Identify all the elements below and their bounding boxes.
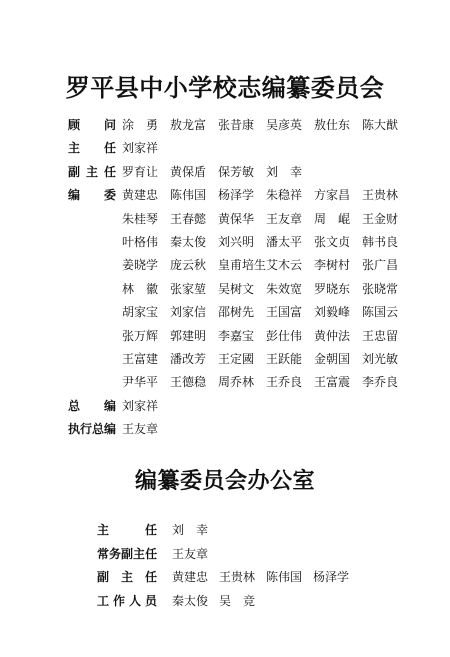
member-name: 姜晓学 (122, 258, 159, 273)
member-name: 王乔良 (266, 375, 303, 390)
committee-row (0, 373, 450, 393)
committee-role-label: 顾 问 (68, 118, 116, 132)
member-name: 张文贞 (314, 235, 351, 249)
member-name: 李嘉宝 (218, 328, 255, 343)
member-name: 张广昌 (362, 258, 399, 273)
office-role-label: 副 主 任 (97, 570, 157, 584)
member-name: 刘毅峰 (314, 305, 351, 320)
member-name: 张晓常 (362, 281, 399, 296)
committee-row (0, 420, 450, 440)
office-row (0, 521, 450, 541)
member-name: 杨泽学 (313, 570, 350, 584)
member-name: 刘家祥 (122, 398, 159, 413)
member-name: 皇甫培生 (218, 258, 267, 273)
member-name: 王定國 (218, 352, 255, 366)
member-name: 秦太俊 (172, 593, 209, 608)
member-name: 朱桂琴 (122, 211, 159, 226)
member-name: 朱效宽 (266, 281, 303, 296)
member-name: 王忠留 (362, 328, 399, 343)
member-name: 罗晓东 (314, 281, 351, 296)
member-name: 刘家信 (170, 305, 207, 320)
office-row (0, 545, 450, 565)
office-row (0, 592, 450, 612)
member-name: 吴 竞 (219, 593, 256, 608)
member-name: 叶格伟 (122, 235, 159, 249)
committee-row (0, 280, 450, 300)
member-name: 黄建忠 (122, 188, 159, 203)
member-name: 方家昌 (314, 188, 351, 203)
committee-names (122, 373, 410, 390)
member-name: 李树村 (314, 258, 351, 273)
office-role-label: 主 任 (97, 523, 157, 537)
member-name: 邵树先 (218, 305, 255, 320)
committee-row (0, 256, 450, 276)
member-name: 周乔林 (218, 375, 255, 390)
member-name: 敖仕东 (314, 118, 351, 132)
member-name: 刘兴明 (218, 235, 255, 249)
committee-row (0, 303, 450, 323)
member-name: 张万辉 (122, 328, 159, 343)
member-name: 刘 幸 (172, 523, 209, 537)
committee-row (0, 210, 450, 230)
office-names (172, 545, 219, 562)
member-name: 王友章 (266, 211, 303, 226)
committee-row (0, 233, 450, 253)
member-name: 周 崐 (314, 211, 351, 226)
committee-names (122, 163, 314, 180)
member-name: 彭仕伟 (266, 328, 303, 343)
committee-names (122, 280, 410, 297)
member-name: 罗育让 (122, 164, 159, 179)
member-name: 陈大猷 (362, 118, 399, 132)
committee-row (0, 116, 450, 136)
member-name: 刘 幸 (266, 164, 303, 179)
committee-names (122, 327, 410, 344)
member-name: 陈国云 (362, 305, 399, 320)
member-name: 王金财 (362, 211, 399, 226)
committee-names (122, 116, 410, 133)
committee-role-label: 副 主 任 (68, 164, 116, 179)
member-name: 艾木云 (266, 258, 303, 273)
member-name: 王友章 (172, 546, 209, 561)
member-name: 刘光敏 (362, 352, 399, 366)
member-name: 韩书良 (362, 235, 399, 249)
member-name: 郭建明 (170, 328, 207, 343)
member-name: 敖龙富 (170, 118, 207, 132)
committee-names (122, 210, 410, 227)
committee-names (122, 350, 410, 367)
page-title: 罗平县中小学校志编纂委员会 (65, 73, 385, 102)
committee-names (122, 256, 410, 273)
member-name: 庞云秋 (170, 258, 207, 273)
committee-names (122, 233, 410, 250)
member-name: 涂 勇 (122, 118, 159, 132)
committee-names (122, 420, 170, 437)
office-names (172, 592, 266, 609)
member-name: 王贵林 (362, 188, 399, 203)
member-name: 刘家祥 (122, 141, 159, 156)
member-name: 黄保华 (218, 211, 255, 226)
member-name: 王德稳 (170, 375, 207, 390)
committee-row (0, 186, 450, 206)
member-name: 吴彦英 (266, 118, 303, 132)
member-name: 王贵林 (219, 570, 256, 584)
member-name: 陈伟国 (266, 570, 303, 584)
member-name: 林 徽 (122, 281, 159, 296)
member-name: 黄仲法 (314, 328, 351, 343)
member-name: 潘太平 (266, 235, 303, 249)
member-name: 朱稳祥 (266, 188, 303, 203)
committee-row (0, 350, 450, 370)
office-row (0, 568, 450, 588)
committee-names (122, 303, 410, 320)
member-name: 王春懿 (170, 211, 207, 226)
committee-role-label: 执 行 总 编 (68, 422, 117, 437)
member-name: 王富建 (122, 352, 159, 366)
office-role-label: 常 务 副 主 任 (97, 546, 158, 561)
member-name: 潘改芳 (170, 352, 207, 366)
committee-row (0, 327, 450, 347)
office-names (172, 568, 360, 585)
committee-row (0, 397, 450, 417)
member-name: 杨泽学 (218, 188, 255, 203)
office-names (172, 521, 219, 538)
member-name: 秦太俊 (170, 235, 207, 249)
member-name: 王跃能 (266, 352, 303, 366)
member-name: 尹华平 (122, 375, 159, 390)
member-name: 金朝国 (314, 352, 351, 366)
committee-role-label: 主 任 (68, 141, 116, 156)
member-name: 陈伟国 (170, 188, 207, 203)
committee-names (122, 186, 410, 203)
committee-row (0, 163, 450, 183)
member-name: 吴树文 (218, 281, 255, 296)
committee-row (0, 139, 450, 159)
member-name: 张家堃 (170, 281, 207, 296)
committee-role-label: 总 编 (68, 398, 116, 413)
member-name: 王国富 (266, 305, 303, 320)
member-name: 王富震 (314, 375, 351, 390)
office-title: 编纂委员会办公室 (134, 468, 315, 494)
member-name: 胡家宝 (122, 305, 159, 320)
member-name: 张昔康 (218, 118, 255, 132)
member-name: 王友章 (122, 422, 159, 437)
committee-names (122, 397, 170, 414)
member-name: 黄建忠 (172, 570, 209, 584)
office-role-label: 工 作 人 员 (97, 593, 157, 608)
committee-names (122, 139, 170, 156)
committee-role-label: 编 委 (68, 188, 116, 203)
member-name: 黄保盾 (170, 164, 207, 179)
member-name: 李乔良 (362, 375, 399, 390)
member-name: 保芳敏 (218, 164, 255, 179)
